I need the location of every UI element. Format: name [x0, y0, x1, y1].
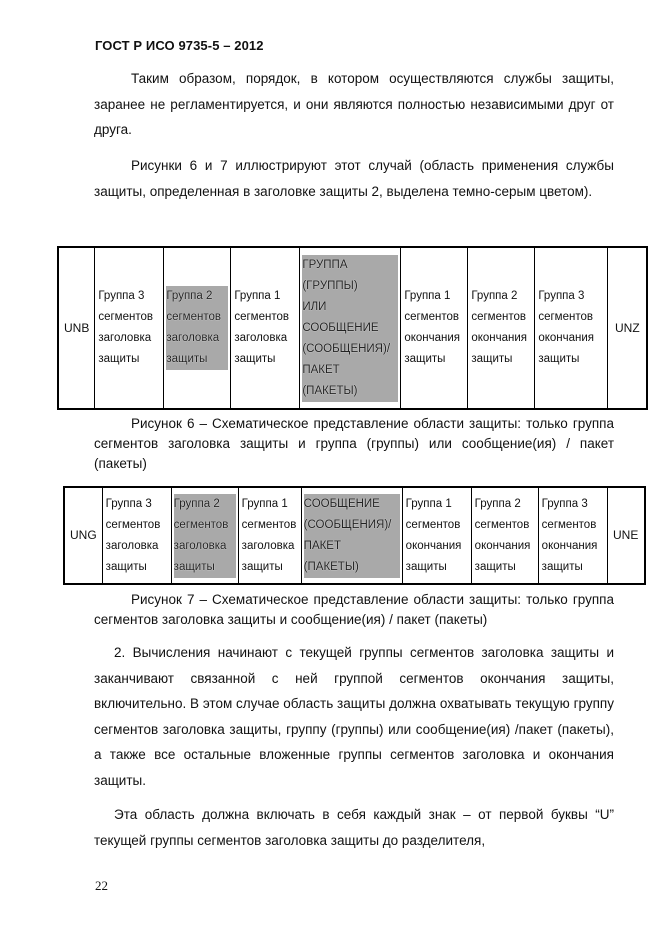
cell-line: защиты — [174, 557, 236, 578]
paragraph-text: Эта область должна включать в себя каждый знак – от первой буквы “U” текущей группы сегментов заголовка защиты до разделителя, — [94, 807, 614, 848]
cell-line: Группа 2 — [474, 497, 521, 510]
trailer-group-1 — [402, 487, 471, 584]
cell-line: Группа 2 — [471, 290, 518, 302]
group-or-message-highlighted — [300, 247, 401, 409]
cell-line: Группа 2 — [174, 494, 236, 515]
paragraph-computation — [94, 640, 614, 793]
cell-line: защиты — [234, 353, 276, 365]
segment-ung: UNG — [64, 487, 102, 584]
cell-line: Группа 3 — [538, 290, 585, 302]
figure-6-diagram — [57, 246, 648, 410]
segment-unz: UNZ — [608, 247, 648, 409]
cell-line: окончания — [471, 332, 528, 344]
cell-line: Группа 1 — [405, 497, 452, 510]
header-group-2-highlighted — [171, 487, 238, 584]
paragraph-text: 2. Вычисления начинают с текущей группы сегментов заголовка защиты и заканчивают связанной с ней группой сегментов окончания защиты, включительно. В этом случае область защиты должна охватывать текущую группу сегментов заголовка защиты, группу (группы) или сообщение(ия) /пакет (пакеты), а также все остальные вложенные группы сегментов заголовка и окончания защиты. — [94, 645, 614, 788]
cell-line: сегментов — [538, 311, 593, 323]
cell-line: заголовка — [166, 328, 228, 349]
cell-line: (ПАКЕТЫ) — [304, 557, 400, 578]
cell-line: Группа 1 — [234, 290, 281, 302]
cell-line: сегментов — [234, 311, 289, 323]
segment-une: UNE — [607, 487, 645, 584]
cell-line: (ПАКЕТЫ) — [302, 381, 398, 402]
cell-line: защиты — [241, 560, 283, 573]
cell-line: защиты — [474, 560, 516, 573]
cell-line: (СООБЩЕНИЯ)/ — [304, 515, 400, 536]
header-group-1 — [238, 487, 301, 584]
cell-line: защиты — [404, 353, 446, 365]
cell-line: сегментов — [405, 518, 461, 531]
figure-7-diagram — [63, 486, 646, 585]
cell-line: заголовка — [174, 536, 236, 557]
cell-line: Группа 3 — [541, 497, 588, 510]
caption-text: Рисунок 6 – Схематическое представление области защиты: только группа сегментов заголовка защиты и группа (группы) или сообщение(ия) / пакет (пакеты) — [94, 416, 614, 471]
cell-line: защиты — [98, 353, 140, 365]
paragraph-independence — [94, 66, 614, 143]
cell-line: заголовка — [105, 539, 159, 552]
cell-line: сегментов — [404, 311, 459, 323]
trailer-group-3 — [538, 487, 607, 584]
cell-line: сегментов — [166, 307, 228, 328]
trailer-group-3 — [535, 247, 608, 409]
figure-7-caption — [94, 590, 614, 630]
cell-line: (СООБЩЕНИЯ)/ — [302, 339, 398, 360]
cell-line: сегментов — [471, 311, 526, 323]
cell-line: окончания — [541, 539, 598, 552]
cell-line: защиты — [405, 560, 447, 573]
cell-line: сегментов — [474, 518, 530, 531]
header-group-3 — [95, 247, 164, 409]
figure-6-caption — [94, 414, 614, 474]
header-group-3 — [102, 487, 171, 584]
caption-text: Рисунок 7 – Схематическое представление области защиты: только группа сегментов заголовка защиты и сообщение(ия) / пакет (пакеты) — [94, 592, 614, 627]
cell-line: окончания — [404, 332, 461, 344]
message-highlighted — [301, 487, 402, 584]
cell-line: сегментов — [541, 518, 597, 531]
cell-line: защиты — [541, 560, 583, 573]
cell-line: ГРУППА — [302, 255, 398, 276]
cell-line: Группа 2 — [166, 286, 228, 307]
cell-line: окончания — [405, 539, 462, 552]
cell-line: защиты — [471, 353, 513, 365]
page-number: 22 — [95, 878, 108, 893]
cell-line: сегментов — [105, 518, 161, 531]
document-header: ГОСТ Р ИСО 9735-5 – 2012 — [95, 38, 264, 53]
segment-unb: UNB — [58, 247, 95, 409]
cell-line: Группа 1 — [241, 497, 288, 510]
paragraph-text: Таким образом, порядок, в котором осуществляются службы защиты, заранее не регламентируется, и они являются полностью независимыми друг от друга. — [94, 71, 614, 137]
cell-line: защиты — [538, 353, 580, 365]
cell-line: заголовка — [241, 539, 295, 552]
header-group-2-highlighted — [164, 247, 231, 409]
cell-line: СООБЩЕНИЕ — [304, 494, 400, 515]
cell-line: сегментов — [174, 515, 236, 536]
paragraph-figures-intro — [94, 153, 614, 204]
header-group-1 — [231, 247, 300, 409]
trailer-group-2 — [471, 487, 538, 584]
cell-line: окончания — [474, 539, 531, 552]
cell-line: ПАКЕТ — [304, 536, 400, 557]
cell-line: сегментов — [241, 518, 297, 531]
trailer-group-1 — [401, 247, 468, 409]
cell-line: Группа 3 — [98, 290, 145, 302]
cell-line: заголовка — [98, 332, 152, 344]
cell-line: (ГРУППЫ) — [302, 276, 398, 297]
trailer-group-2 — [468, 247, 535, 409]
cell-line: Группа 1 — [404, 290, 451, 302]
paragraph-scope — [94, 802, 614, 853]
cell-line: СООБЩЕНИЕ — [302, 318, 398, 339]
cell-line: окончания — [538, 332, 595, 344]
cell-line: защиты — [105, 560, 147, 573]
cell-line: заголовка — [234, 332, 288, 344]
cell-line: Группа 3 — [105, 497, 152, 510]
cell-line: ПАКЕТ — [302, 360, 398, 381]
cell-line: ИЛИ — [302, 297, 398, 318]
paragraph-text: Рисунки 6 и 7 иллюстрируют этот случай (область применения службы защиты, определенная в заголовке защиты 2, выделена темно-серым цветом). — [94, 158, 614, 199]
cell-line: сегментов — [98, 311, 153, 323]
cell-line: защиты — [166, 349, 228, 370]
